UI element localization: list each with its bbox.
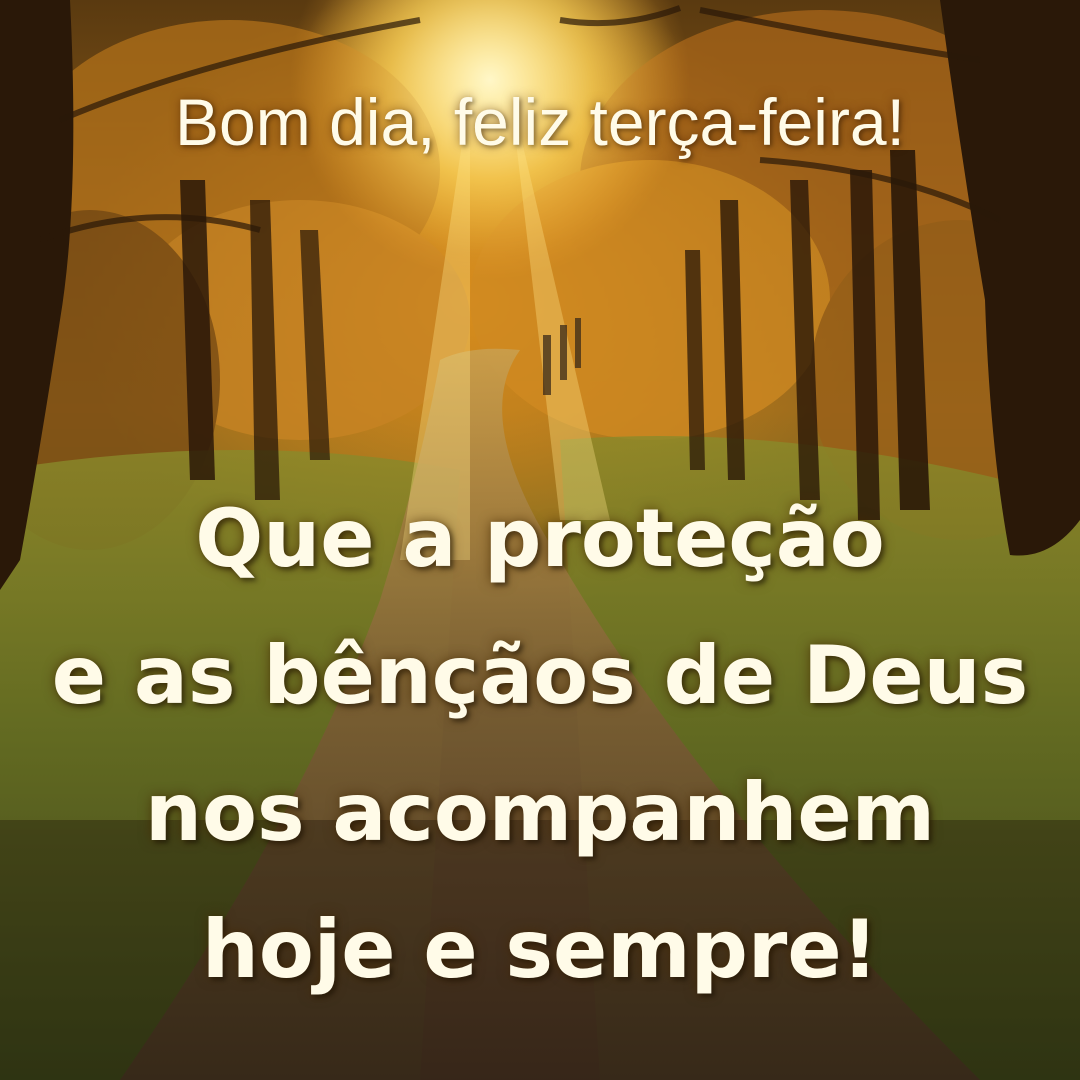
greeting-text: Bom dia, feliz terça-feira!	[175, 85, 905, 159]
blessing-message	[0, 470, 1080, 1018]
blessing-line: nos acompanhem	[145, 766, 935, 859]
blessing-line: e as bênçãos de Deus	[51, 629, 1029, 722]
blessing-line: Que a proteção	[195, 492, 885, 585]
blessing-line: hoje e sempre!	[201, 903, 879, 996]
